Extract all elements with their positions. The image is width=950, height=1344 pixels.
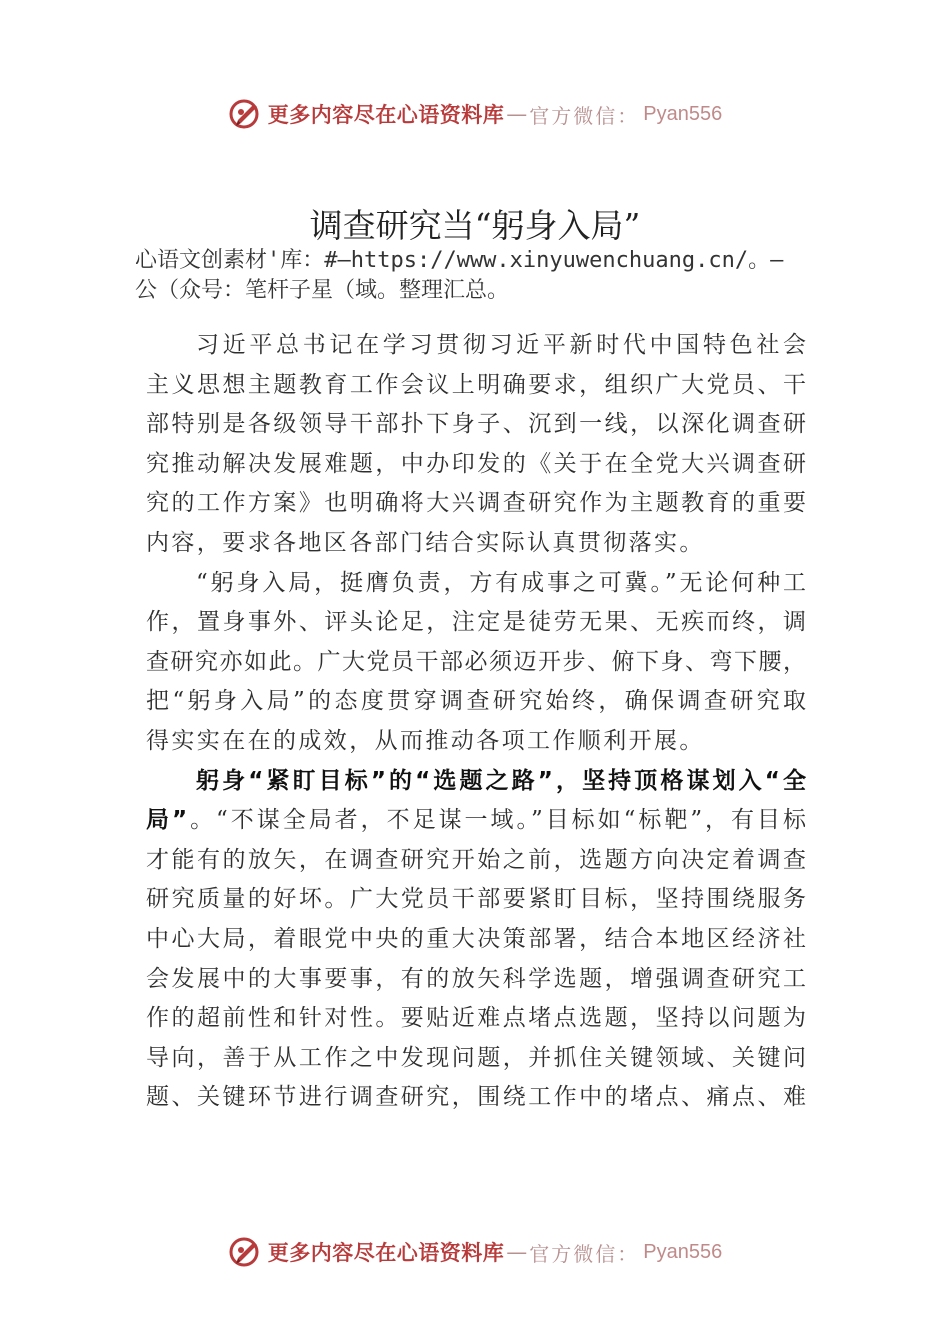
banner-separator: — (506, 102, 528, 126)
banner-text: 更多内容尽在心语资料库 (267, 102, 505, 127)
section-heading-tail: 局” (146, 807, 188, 834)
banner-wechat-label: 官方微信： (529, 1241, 640, 1266)
paragraph-line-rest: 。“不谋全局者，不足谋一域。”目标如“标靶”，有目标 (187, 807, 806, 834)
banner-wechat-label: 官方微信： (529, 103, 640, 128)
document-body (146, 326, 806, 1118)
section-heading-line: 躬身“紧盯目标”的“选题之路”，坚持顶格谋划入“全 (196, 767, 806, 794)
paragraph-line: 部特别是各级领导干部扑下身子、沉到一线，以深化调查研 (146, 411, 806, 438)
paragraph-line: 究的工作方案》也明确将大兴调查研究作为主题教育的重要 (146, 490, 806, 517)
footer-banner (0, 1232, 950, 1272)
pen-heart-logo-icon (228, 96, 264, 132)
source-line: 心语文创素材'库：#—https://www.xinyuwenchuang.cn/。— (135, 248, 784, 273)
paragraph-line: 主义思想主题教育工作会议上明确要求，组织广大党员、干 (146, 371, 806, 398)
paragraph-line: 才能有的放矢，在调查研究开始之前，选题方向决定着调查 (146, 846, 806, 873)
paragraph-line: 中心大局，着眼党中央的重大决策部署，结合本地区经济社 (146, 925, 806, 952)
document-title: 调查研究当“躬身入局” (309, 206, 641, 245)
paragraph-line: 题、关键环节进行调查研究，围绕工作中的堵点、痛点、难 (146, 1084, 806, 1111)
paragraph-line: 得实实在在的成效，从而推动各项工作顺利开展。 (146, 727, 705, 754)
paragraph-line: 查研究亦如此。广大党员干部必须迈开步、俯下身、弯下腰， (146, 648, 806, 675)
banner-wechat-id: Pyan556 (643, 1240, 723, 1263)
paragraph-line: 作的超前性和针对性。要贴近难点堵点选题，坚持以问题为 (146, 1005, 806, 1032)
source-note (135, 246, 825, 306)
paragraph-line: 导向，善于从工作之中发现问题，并抓住关键领域、关键问 (146, 1044, 806, 1071)
paragraph-line: 研究质量的好坏。广大党员干部要紧盯目标，坚持围绕服务 (146, 886, 806, 913)
source-line: 公（众号：笔杆子星（域。整理汇总。 (135, 278, 510, 303)
banner-text: 更多内容尽在心语资料库 (267, 1240, 505, 1265)
paragraph-line: 习近平总书记在学习贯彻习近平新时代中国特色社会 (196, 332, 806, 358)
paragraph-line: 内容，要求各地区各部门结合实际认真贯彻落实。 (146, 529, 705, 556)
paragraph-line: 作，置身事外、评头论足，注定是徒劳无果、无疾而终，调 (146, 609, 806, 636)
pen-heart-logo-icon (228, 1234, 264, 1270)
banner-separator: — (506, 1240, 528, 1264)
header-banner (0, 94, 950, 134)
paragraph-line: 把“躬身入局”的态度贯穿调查研究始终，确保调查研究取 (146, 688, 806, 715)
paragraph-line: “躬身入局，挺膺负责，方有成事之可冀。”无论何种工 (196, 569, 806, 596)
banner-wechat-id: Pyan556 (643, 102, 723, 125)
paragraph-line (146, 801, 806, 841)
paragraph-line: 究推动解决发展难题，中办印发的《关于在全党大兴调查研 (146, 450, 806, 477)
paragraph-line: 会发展中的大事要事，有的放矢科学选题，增强调查研究工 (146, 965, 806, 992)
